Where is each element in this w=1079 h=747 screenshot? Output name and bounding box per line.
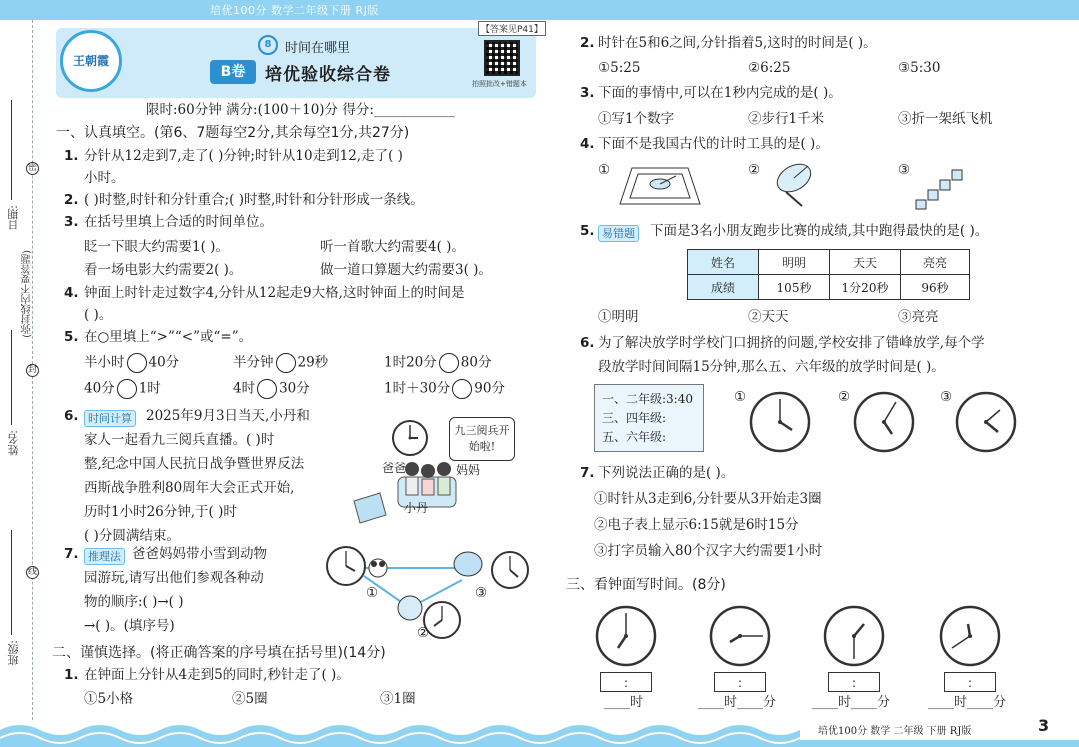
clock-icon xyxy=(852,390,916,454)
table-cell: 天天 xyxy=(830,250,901,275)
s2-q2-opt2: ②6:25 xyxy=(748,60,791,76)
s1-q3-a: 眨一下眼大约需要1( )。 xyxy=(84,239,229,255)
s1-q7-line2: 园游玩,请写出他们参观各种动 xyxy=(84,570,264,586)
sundial-icon xyxy=(612,160,708,210)
q5-tag: 易错题 xyxy=(598,222,639,242)
q4-number: 4. xyxy=(64,285,79,301)
s2-q4-text: 下面不是我国古代的计时工具的是( )。 xyxy=(598,136,829,152)
date-line xyxy=(11,100,12,200)
footer-text: 培优100分 数学 二年级 下册 RJ版 xyxy=(818,726,972,737)
class-line xyxy=(11,530,12,635)
compare-circle[interactable] xyxy=(257,379,277,399)
s2-q7-text: 下列说法正确的是( )。 xyxy=(598,465,735,481)
s1-q5-text: 在○里填上“>”“<”或“=”。 xyxy=(84,329,253,345)
s2-q1-text: 在钟面上分针从4走到5的同时,秒针走了( )。 xyxy=(84,667,350,683)
table-cell: 亮亮 xyxy=(901,250,970,275)
compare-circle[interactable] xyxy=(117,379,137,399)
wall-clock-icon xyxy=(390,418,430,458)
label-kid: 小丹 xyxy=(404,501,429,515)
digital-answer-box[interactable]: : xyxy=(944,672,996,692)
s2-q1-opt1: ①5小格 xyxy=(84,691,134,707)
schedule-line-2: 三、四年级: xyxy=(602,411,667,425)
logo-text: 王朝霞 xyxy=(72,54,109,68)
q7-number: 7. xyxy=(64,546,79,562)
class-label: 班级: xyxy=(7,640,20,666)
compare-item: 半分钟 29秒 xyxy=(233,353,328,373)
s2-q7-opt2: ②电子表上显示6:15就是6时15分 xyxy=(594,517,799,533)
s2-q4-opt3: ③ xyxy=(898,162,911,178)
margin-mark-xian: 线 xyxy=(27,567,37,577)
s1-q6-line3: 整,纪念中国人民抗日战争暨世界反法 xyxy=(84,456,305,472)
s1-q7-line4: →( )。(填序号) xyxy=(84,618,175,634)
unit-title: 时间在哪里 xyxy=(285,41,351,56)
q2-number: 2. xyxy=(580,35,595,51)
q7-number: 7. xyxy=(580,465,595,481)
s2-q5-opt1: ①明明 xyxy=(598,309,639,325)
q6-number: 6. xyxy=(580,335,595,351)
race-results-table xyxy=(687,249,970,300)
s2-q7-opt3: ③打字员输入80个汉字大约需要1小时 xyxy=(594,543,823,559)
unit-number-badge: 8 xyxy=(258,35,278,55)
s1-q3-c: 看一场电影大约需要2( )。 xyxy=(84,262,243,278)
s1-q6-line2: 家人一起看九三阅兵直播。( )时 xyxy=(84,432,275,448)
compare-item: 1时＋30分 90分 xyxy=(384,379,505,399)
table-row xyxy=(688,250,970,275)
s2-q6-line2: 段放学时间间隔15分钟,那么五、六年级的放学时间是( )。 xyxy=(598,359,945,375)
date-label: 日期: xyxy=(7,205,20,231)
q5-number: 5. xyxy=(580,223,595,239)
q3-number: 3. xyxy=(580,85,595,101)
s2-q5-opt2: ②天天 xyxy=(748,309,789,325)
exam-meta: 限时:60分钟 满分:(100＋10)分 得分:____________ xyxy=(146,102,455,118)
q7-tag: 推理法 xyxy=(84,545,125,565)
label-mom: 妈妈 xyxy=(456,463,481,477)
q2-number: 2. xyxy=(64,192,79,208)
q5-number: 5. xyxy=(64,329,79,345)
s1-q6-line6: ( )分圆满结束。 xyxy=(84,528,180,544)
clock-icon xyxy=(954,390,1018,454)
speech-bubble: 九三阅兵开始啦! xyxy=(449,417,515,461)
sundial-disc-icon xyxy=(768,158,816,208)
s1-q6-line4: 西斯战争胜利80周年大会正式开始, xyxy=(84,480,295,496)
time-blank[interactable]: ____时 xyxy=(604,695,644,710)
s2-q5-opt3: ③亮亮 xyxy=(898,309,939,325)
s2-q7-opt1: ①时针从3走到6,分针要从3开始走3圈 xyxy=(594,491,822,507)
clock-icon xyxy=(748,390,812,454)
margin-mark-mi: 密 xyxy=(27,163,37,173)
time-blank[interactable]: ____时____分 xyxy=(928,695,1007,710)
table-row xyxy=(688,275,970,300)
clock-icon xyxy=(822,604,886,668)
s1-q7-line3: 物的顺序:( )→( ) xyxy=(84,594,184,610)
compare-circle[interactable] xyxy=(452,379,472,399)
name-label: 姓名: xyxy=(7,430,20,456)
digital-answer-box[interactable]: : xyxy=(600,672,652,692)
top-band-title: 培优100分 数学二年级下册 RJ版 xyxy=(210,4,379,17)
s1-q4-line2: ( )。 xyxy=(84,307,113,323)
s2-q4-opt1: ① xyxy=(598,162,611,178)
compare-item: 4时 30分 xyxy=(233,379,310,399)
zoo-label-3: ③ xyxy=(475,585,488,601)
section3-title: 三、看钟面写时间。(8分) xyxy=(566,577,726,593)
digital-answer-box[interactable]: : xyxy=(714,672,766,692)
margin-mark-feng: 封 xyxy=(27,365,37,375)
s2-q1-opt2: ②5圈 xyxy=(232,691,268,707)
time-blank[interactable]: ____时____分 xyxy=(812,695,891,710)
s2-q4-opt2: ② xyxy=(748,162,761,178)
table-cell: 1分20秒 xyxy=(830,275,901,300)
s2-q6-line1: 为了解决放学时学校门口拥挤的问题,学校安排了错峰放学,每个学 xyxy=(598,335,985,351)
s2-q2-text: 时针在5和6之间,分针指着5,这时的时间是( )。 xyxy=(598,35,877,51)
schedule-line-1: 一、二年级:3:40 xyxy=(602,392,693,406)
s1-q3-d: 做一道口算题大约需要3( )。 xyxy=(320,262,492,278)
s1-q6-line1: 2025年9月3日当天,小丹和 xyxy=(146,408,310,424)
table-cell: 96秒 xyxy=(901,275,970,300)
s1-q1-line1: 分针从12走到7,走了( )分钟;时针从10走到12,走了( ) xyxy=(84,148,403,164)
compare-circle[interactable] xyxy=(439,353,459,373)
schedule-line-3: 五、六年级: xyxy=(602,430,667,444)
q1-number: 1. xyxy=(64,148,79,164)
s2-q3-opt2: ②步行1千米 xyxy=(748,111,825,127)
s1-q4-line1: 钟面上时针走过数字4,分针从12起走9大格,这时钟面上的时间是 xyxy=(84,285,465,301)
s2-q3-opt3: ③折一架纸飞机 xyxy=(898,111,993,127)
zoo-label-2: ② xyxy=(417,625,430,641)
s2-q5-text: 下面是3名小朋友跑步比赛的成绩,其中跑得最快的是( )。 xyxy=(650,223,989,239)
table-cell: 明明 xyxy=(759,250,830,275)
s2-q2-opt1: ①5:25 xyxy=(598,60,641,76)
table-cell: 105秒 xyxy=(759,275,830,300)
s1-q3-text: 在括号里填上合适的时间单位。 xyxy=(84,214,273,230)
zoo-label-1: ① xyxy=(366,585,379,601)
q4-number: 4. xyxy=(580,136,595,152)
q6-tag: 时间计算 xyxy=(84,407,136,427)
water-clock-icon xyxy=(912,166,964,210)
time-blank[interactable]: ____时____分 xyxy=(698,695,777,710)
s1-q3-b: 听一首歌大约需要4( )。 xyxy=(320,239,465,255)
clock-icon xyxy=(938,604,1002,668)
s2-q6-opt2: ② xyxy=(838,389,851,405)
section2-title: 二、谨慎选择。(将正确答案的序号填在括号里)(14分) xyxy=(52,645,386,661)
s2-q3-opt1: ①写1个数字 xyxy=(598,111,675,127)
exam-title: 培优验收综合卷 xyxy=(265,65,391,85)
table-cell: 成绩 xyxy=(688,275,759,300)
clock-icon xyxy=(708,604,772,668)
compare-circle[interactable] xyxy=(127,353,147,373)
answer-reference: 【答案见P41】 xyxy=(478,21,546,36)
page-number: 3 xyxy=(1038,716,1050,735)
s2-q2-opt3: ③5:30 xyxy=(898,60,941,76)
qr-code-icon[interactable] xyxy=(484,40,520,76)
compare-item: 40分 1时 xyxy=(84,379,161,399)
q1-number: 1. xyxy=(64,667,79,683)
name-line xyxy=(11,330,12,425)
compare-item: 1时20分 80分 xyxy=(384,353,491,373)
top-band xyxy=(0,0,1079,20)
s2-q6-opt3: ③ xyxy=(940,389,953,405)
s1-q7-line1: 爸爸妈妈带小雪到动物 xyxy=(132,546,267,562)
s2-q6-opt1: ① xyxy=(734,389,747,405)
q6-number: 6. xyxy=(64,408,79,424)
s1-q6-line5: 历时1小时26分钟,于( )时 xyxy=(84,504,237,520)
s2-q3-text: 下面的事情中,可以在1秒内完成的是( )。 xyxy=(598,85,842,101)
label-dad: 爸爸 xyxy=(382,461,407,475)
s1-q2-text: ( )时整,时针和分针重合;( )时整,时针和分针形成一条线。 xyxy=(84,192,424,208)
qr-caption: 拍照批改+错题本 xyxy=(472,80,527,88)
compare-circle[interactable] xyxy=(276,353,296,373)
seal-note: (弥封线内不要答题) xyxy=(22,250,33,338)
compare-item: 半小时 40分 xyxy=(84,353,179,373)
digital-answer-box[interactable]: : xyxy=(828,672,880,692)
q3-number: 3. xyxy=(64,214,79,230)
section1-title: 一、认真填空。(第6、7题每空2分,其余每空1分,共27分) xyxy=(56,125,410,141)
paper-label: B卷 xyxy=(210,60,256,84)
s1-q1-line2: 小时。 xyxy=(84,170,125,186)
clock-icon xyxy=(594,604,658,668)
s2-q1-opt3: ③1圈 xyxy=(380,691,416,707)
table-cell: 姓名 xyxy=(688,250,759,275)
